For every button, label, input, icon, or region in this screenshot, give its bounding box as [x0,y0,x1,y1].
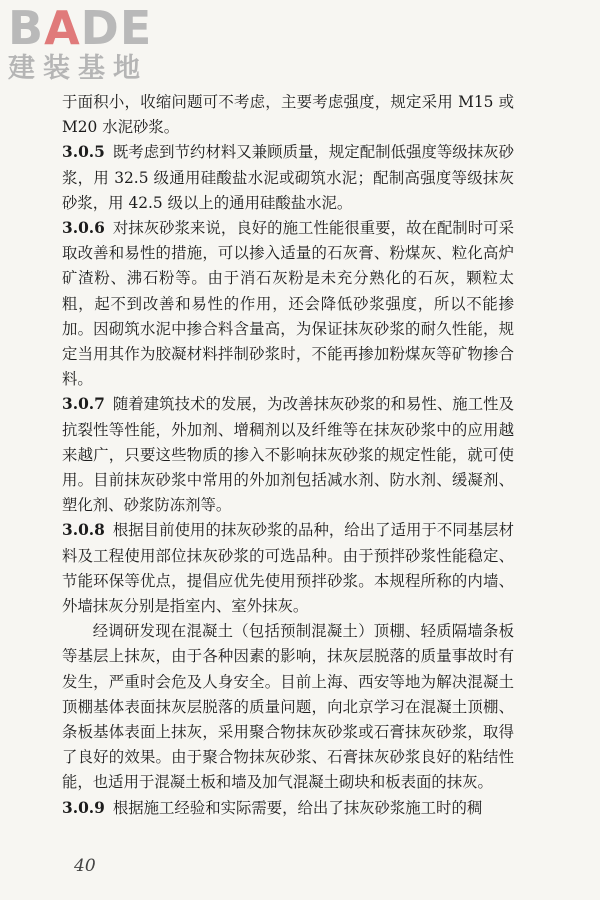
paragraph-research: 经调研发现在混凝土（包括预制混凝土）顶棚、轻质隔墙条板等基层上抹灰，由于各种因素的影响，抹灰层脱落的质量事故时有发生，严重时会危及人身安全。目前上海、西安等地为解决混凝土顶棚基体表面抹灰层脱落的质量问题，向北京学习在混凝土顶棚、条板基体表面上抹灰，采用聚合物抹灰砂浆或石膏抹灰砂浆，取得了良好的效果。由于聚合物抹灰砂浆、石膏抹灰砂浆良好的粘结性能，也适用于混凝土板和墙及加气混凝土砌块和板表面的抹灰。 [62,622,514,792]
paragraph-continued: 于面积小，收缩问题可不考虑，主要考虑强度，规定采用 M15 或 M20 水泥砂浆。 [62,93,514,137]
section-3-0-7: 3.0.7 随着建筑技术的发展，为改善抹灰砂浆的和易性、施工性及抗裂性等性能，外加剂、增稠剂以及纤维等在抹灰砂浆中的应用越来越广，只要这些物质的掺入不影响抹灰砂浆的规定性能，就可使用。目前抹灰砂浆中常用的外加剂包括减水剂、防水剂、缓凝剂、塑化剂、砂浆防冻剂等。 [62,395,514,515]
document-body [62,90,514,821]
bade-logo [8,1,198,84]
section-number: 3.0.7 [62,395,105,414]
section-3-0-8: 3.0.8 根据目前使用的抹灰砂浆的品种，给出了适用于不同基层材料及工程使用部位抹灰砂浆的可选品种。由于预拌砂浆性能稳定、节能环保等优点，提倡应优先使用预拌砂浆。本规程所称的内墙、外墙抹灰分别是指室内、室外抹灰。 [62,521,514,616]
section-number: 3.0.8 [62,521,105,540]
section-number: 3.0.5 [62,143,105,162]
section-3-0-9: 3.0.9 根据施工经验和实际需要，给出了抹灰砂浆施工时的稠 [62,798,483,817]
section-number: 3.0.9 [62,798,105,817]
page-number: 40 [74,856,96,876]
section-number: 3.0.6 [62,219,105,238]
logo-wordmark: BADE [8,1,153,55]
section-3-0-5: 3.0.5 既考虑到节约材料又兼顾质量，规定配制低强度等级抹灰砂浆，用 32.5 级通用硅酸盐水泥或砌筑水泥；配制高强度等级抹灰砂浆，用 42.5 级以上的通用硅酸盐水泥。 [62,143,514,212]
section-3-0-6: 3.0.6 对抹灰砂浆来说，良好的施工性能很重要，故在配制时可采取改善和易性的措施，可以掺入适量的石灰膏、粉煤灰、粒化高炉矿渣粉、沸石粉等。由于消石灰粉是未充分熟化的石灰，颗粒太粗，起不到改善和易性的作用，还会降低砂浆强度，所以不能掺加。因砌筑水泥中掺合料含量高，为保证抹灰砂浆的耐久性能，规定当用其作为胶凝材料拌制砂浆时，不能再掺加粉煤灰等矿物掺合料。 [62,219,514,389]
logo-subtitle: 建装基地 [8,53,148,84]
